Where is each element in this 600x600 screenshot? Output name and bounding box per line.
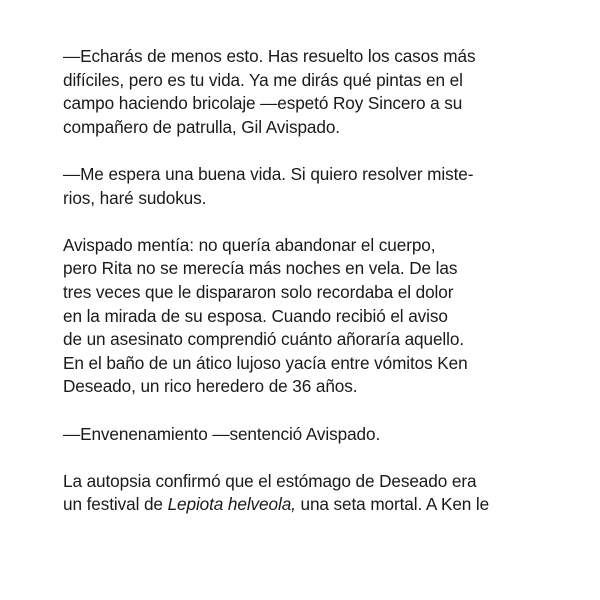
text-line: Deseado, un rico heredero de 36 años. (63, 376, 358, 397)
text-line: en la mirada de su esposa. Cuando recibió el aviso (63, 305, 448, 326)
text-run: una seta mortal. A Ken le (295, 494, 490, 515)
text-line: —Echarás de menos esto. Has resuelto los casos más (63, 46, 476, 66)
text-run: un festival de (63, 494, 168, 515)
text-line: Avispado mentía: no quería abandonar el cuerpo, (63, 234, 436, 255)
text-line: difíciles, pero es tu vida. Ya me dirás qué pintas en el (63, 69, 463, 90)
text-line: rios, haré sudokus. (63, 187, 207, 208)
text-line: compañero de patrulla, Gil Avispado. (63, 116, 340, 137)
text-line: tres veces que le dispararon solo recordaba el dolor (63, 281, 454, 302)
paragraph-dialogue-verdict (63, 423, 543, 447)
paragraph-autopsy (63, 470, 543, 517)
paragraph-dialogue-roy (63, 45, 543, 139)
paragraph-narration (63, 234, 543, 399)
document-page (63, 45, 543, 540)
text-line: campo haciendo bricolaje —espetó Roy Sincero a su (63, 93, 463, 114)
text-line: En el baño de un ático lujoso yacía entre vómitos Ken (63, 352, 468, 373)
text-line: La autopsia confirmó que el estómago de Deseado era (63, 470, 477, 491)
text-line: pero Rita no se merecía más noches en vela. De las (63, 258, 458, 279)
text-line: —Me espera una buena vida. Si quiero resolver miste- (63, 163, 474, 184)
species-name-italic: Lepiota helveola, (167, 494, 296, 515)
paragraph-dialogue-gil (63, 163, 543, 210)
text-line: de un asesinato comprendió cuánto añoraría aquello. (63, 329, 464, 350)
text-line: —Envenenamiento —sentenció Avispado. (63, 423, 381, 444)
text-line (63, 493, 543, 517)
